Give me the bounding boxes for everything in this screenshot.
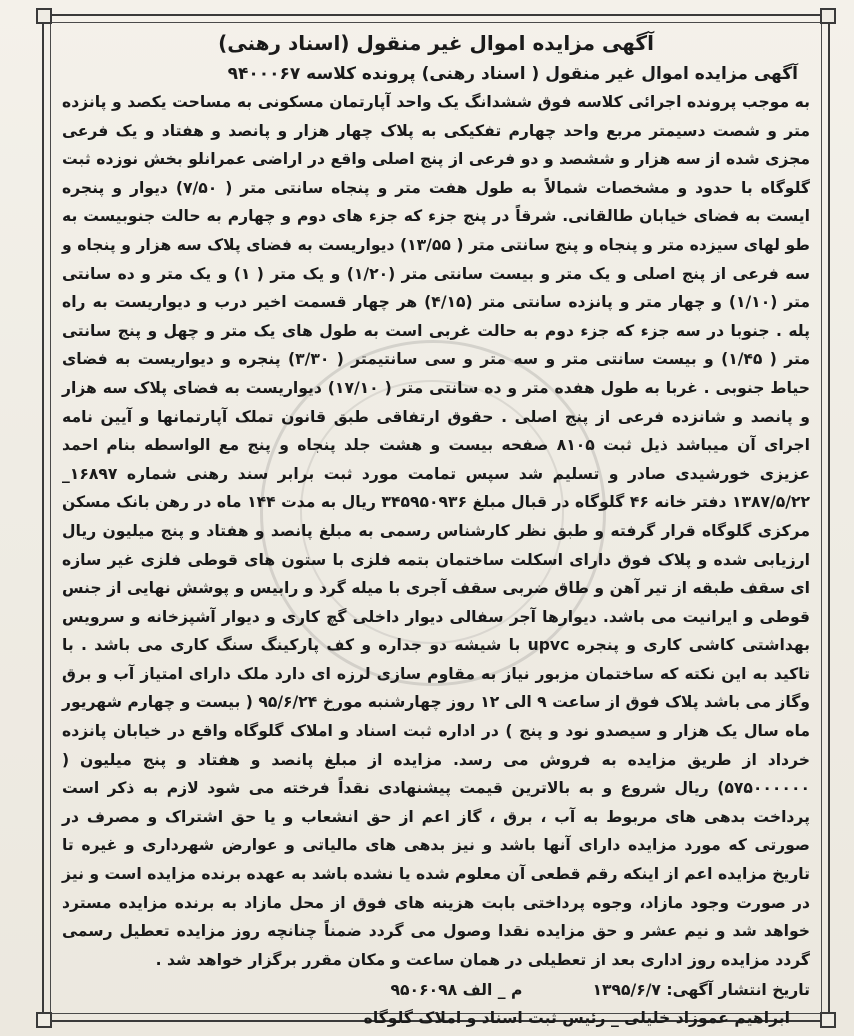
- signature-line: ابراهیم عموزاد خلیلی _ رئیس ثبت اسناد و املاک گلوگاه: [363, 1009, 790, 1028]
- border-corner-ornament: [36, 8, 52, 24]
- publish-date: تاریخ انتشار آگهی: ۱۳۹۵/۶/۷: [592, 981, 810, 1000]
- notice-subheading: آگهی مزایده اموال غیر منقول ( اسناد رهنی) پرونده کلاسه ۹۴۰۰۰۶۷: [227, 64, 798, 84]
- footer-meta-row: [62, 976, 810, 1004]
- reference-code: م _ الف ۹۵۰۶۰۹۸: [390, 981, 523, 1000]
- border-corner-ornament: [36, 1012, 52, 1028]
- notice-body: به موجب پرونده اجرائی کلاسه فوق ششدانگ یک واحد آپارتمان مسکونی به مساحت یکصد و پانزده متر و شصت دسیمتر مربع واحد چهارم تفکیکی به پلاک چهار هزار و پانصد و هفتاد و یک فرعی مجزی شده از سه هزار و ششصد و دو فرعی از پنج اصلی واقع در اراضی عمرانلو بخش نوزده ثبت گلوگاه با حدود و مشخصات شمالاً به طول هفت متر و پنجاه سانتی متر ( ۷/۵۰) دیوار و پنجره ایست به فضای خیابان طالقانی. شرقاً در پنج جزء که جزء های دوم و چهارم به حالت جنوبیست به طو لهای سیزده متر و پنجاه و پنج سانتی متر ( ۱۳/۵۵) دیواریست به فضای پلاک سه هزار و پنجاه و سه فرعی از پنج اصلی و یک متر و بیست سانتی متر (۱/۲۰) و یک متر ( ۱) و یک متر و ده سانتی متر (۱/۱۰) و چهار متر و پانزده سانتی متر (۴/۱۵) هر چهار قسمت اخیر درب و دیواریست به راه پله . جنوبا در سه جزء که جزء دوم به حالت غربی است به طول های یک متر و چهل و پنج سانتی متر ( ۱/۴۵) و بیست سانتی متر و سه متر و سی سانتیمتر ( ۳/۳۰) پنجره و دیواریست به فضای حیاط جنوبی . غربا به طول هفده متر و ده سانتی متر ( ۱۷/۱۰) دیواریست به فضای پلاک سه هزار و پانصد و شانزده فرعی از پنج اصلی . حقوق ارتفاقی طبق قانون تملک آپارتمانها و آیین نامه اجرای آن میباشد ذیل ثبت ۸۱۰۵ صفحه بیست و هشت جلد پنجاه و پنج مع الواسطه بنام احمد عزیزی خورشیدی صادر و تسلیم شد سپس تمامت مورد ثبت برابر سند رهنی شماره ۱۶۸۹۷_ ۱۳۸۷/۵/۲۲ دفتر خانه ۴۶ گلوگاه در قبال مبلغ ۳۴۵۹۵۰۹۳۶ ریال به مدت ۱۴۴ ماه در رهن بانک مسکن مرکزی گلوگاه قرار گرفته و طبق نظر کارشناس رسمی به مبلغ پانصد و هفتاد و پنج میلیون ریال ارزیابی شده و پلاک فوق دارای اسکلت ساختمان بتمه فلزی با ستون های قوطی فلزی غیر سازه ای سقف طبقه از تیر آهن و طاق ضربی سقف آجری با میله گرد و رابیس و پوشش نهایی از جنس قوطی و ایرانیت می باشد. دیوارها آجر سفالی دیوار داخلی گچ کاری و دیوار آشپزخانه و سرویس بهداشتی کاشی کاری و پنجره upvc با شیشه دو جداره و کف پارکینگ سنگ کاری می باشد . با تاکید به این نکته که ساختمان مزبور نیاز به مقاوم سازی لرزه ای دارد ملک دارای امتیاز آب و برق وگاز می باشد پلاک فوق از ساعت ۹ الی ۱۲ روز چهارشنبه مورخ ۹۵/۶/۲۴ ( بیست و چهارم شهریور ماه سال یک هزار و سیصدو نود و پنج ) در اداره ثبت اسناد و املاک گلوگاه واقع در خیابان پانزده خرداد از طریق مزایده به فروش می رسد. مزایده از مبلغ پانصد و هفتاد و پنج میلیون ( ۵۷۵۰۰۰۰۰۰) ریال شروع و به بالاترین قیمت پیشنهادی نقداً فرخته می شود لازم به ذکر است پرداخت بدهی های مربوط به آب ، برق ، گاز اعم از حق انشعاب و یا حق اشتراک و مصرف در صورتی که مورد مزایده دارای آنها باشد و نیز بدهی های مالیاتی و عوارض شهرداری و غیره تا تاریخ مزایده اعم از اینکه رقم قطعی آن معلوم شده یا نشده باشد به عهده برنده مزایده است و نیز در صورت وجود مازاد، وجوه پرداختی بابت هزینه های فوق از محل مازاد به برنده مزایده مسترد خواهد شد و نیم عشر و حق مزایده نقدا وصول می گردد ضمناً چنانچه روز مزایده تعطیل رسمی گردد مزایده روز اداری بعد از تعطیلی در همان ساعت و مکان مقرر برگزار خواهد شد .: [62, 93, 811, 969]
- notice-content: [62, 28, 810, 1032]
- border-corner-ornament: [820, 1012, 836, 1028]
- border-corner-ornament: [820, 8, 836, 24]
- notice-footer: [62, 976, 810, 1032]
- notice-headline: آگهی مزایده اموال غیر منقول (اسناد رهنی): [218, 31, 654, 55]
